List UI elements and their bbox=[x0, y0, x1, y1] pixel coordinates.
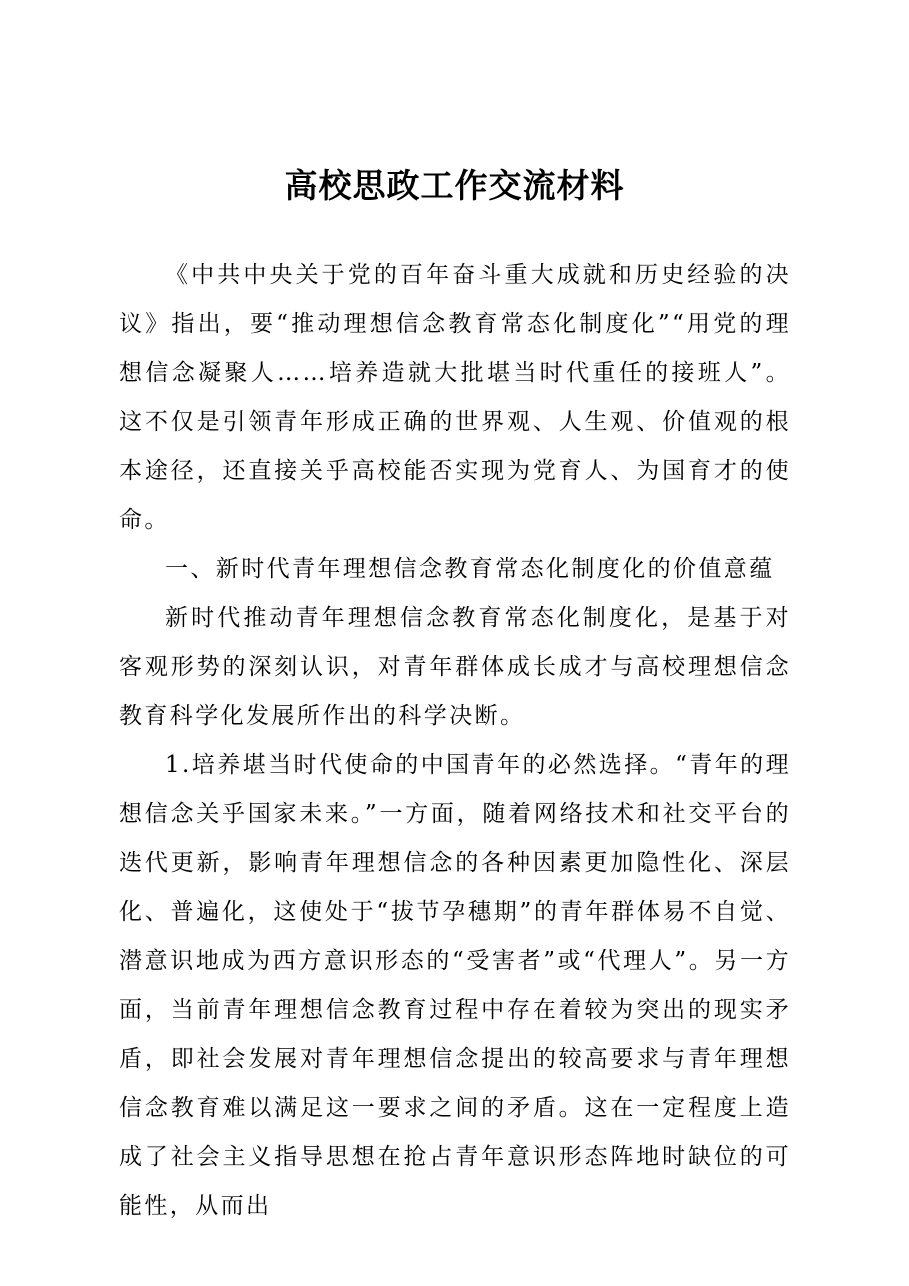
document-title: 高校思政工作交流材料 bbox=[284, 166, 625, 205]
paragraph-section-1-intro: 新时代推动青年理想信念教育常态化制度化，是基于对客观形势的深刻认识，对青年群体成长成才与高校理想信念教育科学化发展所作出的科学决断。 bbox=[119, 605, 791, 729]
document-body bbox=[119, 251, 791, 1231]
paragraph-point-1: 1.培养堪当时代使命的中国青年的必然选择。“青年的理想信念关乎国家未来。”一方面，随着网络技术和社交平台的迭代更新，影响青年理想信念的各种因素更加隐性化、深层化、普遍化，这使处于“拔节孕穗期”的青年群体易不自觉、潜意识地成为西方意识形态的“受害者”或“代理人”。另一方面，当前青年理想信念教育过程中存在着较为突出的现实矛盾，即社会发展对青年理想信念提出的较高要求与青年理想信念教育难以满足这一要求之间的矛盾。这在一定程度上造成了社会主义指导思想在抢占青年意识形态阵地时缺位的可能性，从而出 bbox=[119, 752, 791, 1219]
paragraph-intro: 《中共中央关于党的百年奋斗重大成就和历史经验的决议》指出，要“推动理想信念教育常态化制度化”“用党的理想信念凝聚人……培养造就大批堪当时代重任的接班人”。这不仅是引领青年形成正确的世界观、人生观、价值观的根本途径，还直接关乎高校能否实现为党育人、为国育才的使命。 bbox=[119, 262, 791, 533]
section-heading-1: 一、新时代青年理想信念教育常态化制度化的价值意蕴 bbox=[165, 556, 775, 582]
